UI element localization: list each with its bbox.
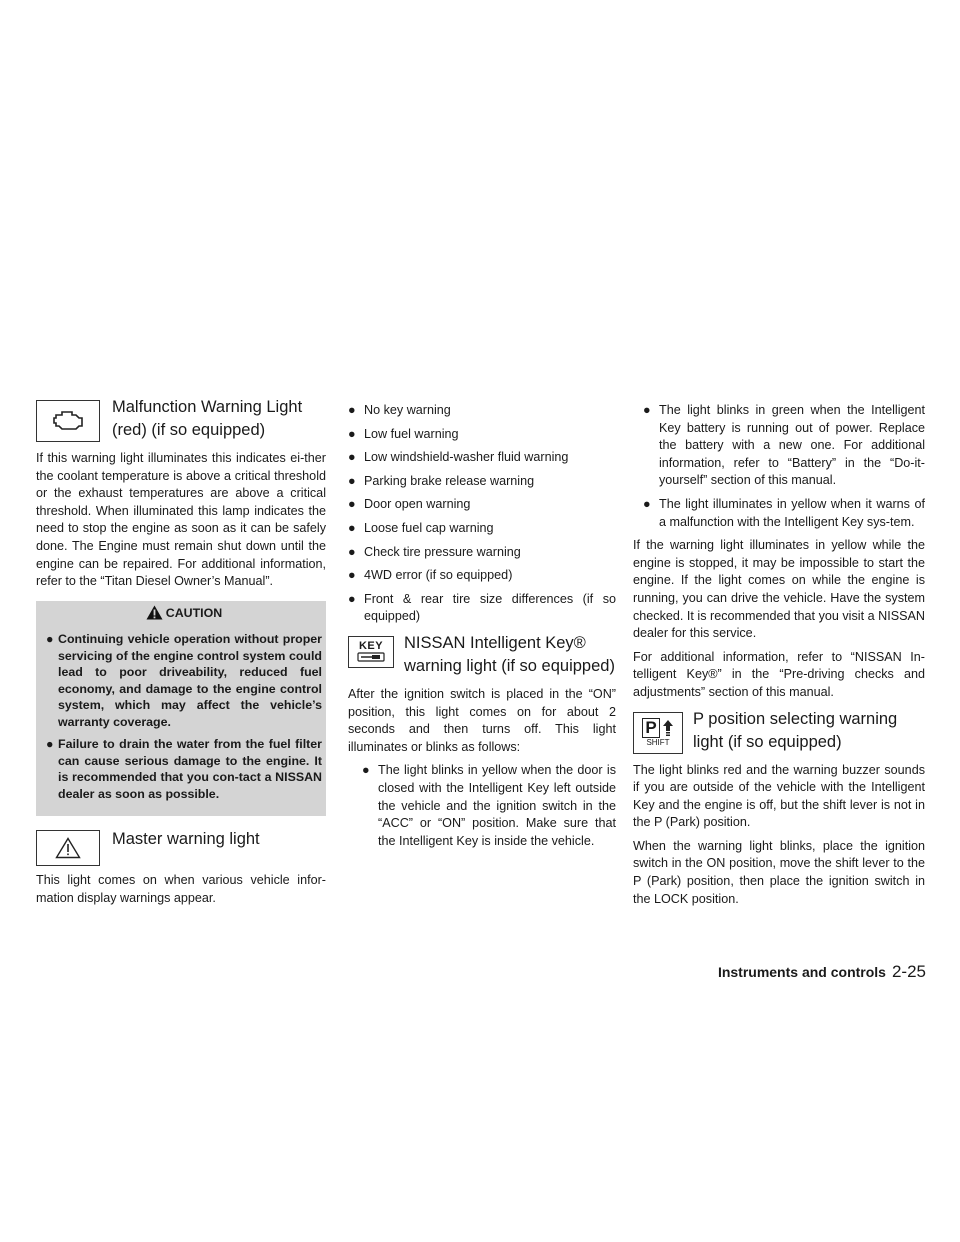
bullet-icon: ● (348, 568, 356, 583)
bullet-icon: ● (348, 450, 356, 465)
list-item: ● 4WD error (if so equipped) (348, 567, 616, 585)
list-item: ● Door open warning (348, 496, 616, 514)
key-para3: For additional information, refer to “NISSAN In-telligent Key®” in the “Pre-driving checks and adjustments” section of this manual. (633, 649, 925, 699)
p-position-warning-icon (633, 712, 683, 754)
warning-triangle-icon (36, 830, 100, 866)
shift-label: SHIFT (646, 738, 670, 747)
caution-triangle-icon (146, 605, 163, 620)
list-item: ● The light blinks in green when the Intelligent Key battery is running out of power. Replace the battery with a new one. For additional information, refer to “Battery” in the “Do-it-yourself” section of this manual. (643, 402, 925, 490)
key-list-continued (643, 402, 925, 531)
key-fob-icon (357, 652, 385, 662)
bullet-icon: ● (348, 403, 356, 417)
key-list (362, 762, 616, 850)
master-warning-list (348, 402, 616, 626)
key-heading (348, 632, 616, 678)
master-title: Master warning light (112, 830, 260, 849)
malfunction-body: If this warning light illuminates this indicates ei-ther the coolant temperature is above a critical threshold or the exhaust temperatures are above a critical threshold. When illuminated this lamp indicates the need to stop the engine as soon as it can be safely done. The Engine must remain shut down until the engine can be repaired. For additional information, refer to the “Titan Diesel Owner’s Manual”. (36, 451, 326, 589)
bullet-icon: ● (643, 403, 651, 417)
malfunction-heading (36, 396, 326, 442)
caution-item (46, 631, 322, 730)
ppos-para1: The light blinks red and the warning buzzer sounds if you are outside of the vehicle with the Intelligent Key and the engine is off, but the shift lever is not in the P (Park) position. (633, 762, 925, 830)
master-body: This light comes on when various vehicle infor-mation display warnings appear. (36, 873, 326, 905)
bullet-icon: ● (348, 473, 356, 488)
column-right (633, 396, 925, 914)
list-item: ● Loose fuel cap warning (348, 520, 616, 538)
footer-section: Instruments and controls (717, 964, 886, 980)
column-middle (348, 396, 616, 856)
bullet-icon: ● (46, 737, 54, 752)
ppos-para2: When the warning light blinks, place the ignition switch in the ON position, move the shift lever to the P (Park) position, then place the ignition switch in the LOCK position. (633, 838, 925, 906)
ppos-heading (633, 708, 925, 754)
list-item: ● The light illuminates in yellow when it warns of a malfunction with the Intelligent Key sys-tem. (643, 496, 925, 531)
master-heading (36, 826, 326, 866)
key-body: After the ignition switch is placed in the “ON” position, this light comes on for about 2 seconds and then turns off. This light illuminates or blinks as follows: (348, 686, 616, 754)
key-title: NISSAN Intelligent Key® warning light (if so equipped) (404, 633, 615, 675)
caution-box (36, 601, 326, 817)
ppos-title: P position selecting warning light (if so equipped) (693, 709, 898, 751)
p-letter: P (642, 718, 659, 738)
bullet-icon: ● (46, 632, 54, 647)
malfunction-title: Malfunction Warning Light (red) (if so equipped) (112, 398, 303, 439)
list-item: ● No key warning (348, 402, 616, 420)
list-item: ● Parking brake release warning (348, 473, 616, 491)
list-item: ● Check tire pressure warning (348, 544, 616, 562)
caution-item-text: Failure to drain the water from the fuel filter can cause serious damage to the engine. It is recommended that you con-tact a NISSAN dealer as soon as possible. (58, 737, 322, 801)
caution-label: CAUTION (165, 605, 223, 620)
key-icon-label: KEY (358, 640, 384, 653)
list-item: ● Low windshield-washer fluid warning (348, 449, 616, 467)
list-item: ● Front & rear tire size differences (if so equipped) (348, 591, 616, 626)
key-warning-icon (348, 636, 394, 668)
column-left (36, 396, 326, 913)
bullet-icon: ● (348, 591, 356, 606)
caution-item-text: Continuing vehicle operation without proper servicing of the engine control system could lead to poor driveability, reduced fuel economy, and damage to the engine control system, which may affect the vehicle’s warranty coverage. (58, 632, 322, 729)
list-item: ● Low fuel warning (348, 426, 616, 444)
key-para2: If the warning light illuminates in yellow while the engine is stopped, it may be impossible to start the engine. If the light comes on while the engine is running, you can drive the vehicle. Have the system checked. It is recommended that you visit a NISSAN dealer for this service. (633, 538, 925, 641)
bullet-icon: ● (348, 497, 356, 512)
caution-heading (46, 605, 322, 622)
page-footer (676, 962, 926, 982)
bullet-icon: ● (348, 520, 356, 535)
engine-outline-icon (36, 400, 100, 442)
bullet-icon: ● (362, 763, 370, 778)
bullet-icon: ● (348, 544, 356, 559)
list-item: ● The light blinks in yellow when the door is closed with the Intelligent Key left outside the vehicle and the ignition switch in the “ACC” or “ON” position. Make sure that the Intelligent Key is inside the vehicle. (362, 762, 616, 850)
caution-item (46, 736, 322, 802)
arrow-up-icon (662, 719, 674, 737)
page-number: 2-25 (891, 962, 926, 981)
bullet-icon: ● (348, 426, 356, 441)
bullet-icon: ● (643, 496, 651, 511)
